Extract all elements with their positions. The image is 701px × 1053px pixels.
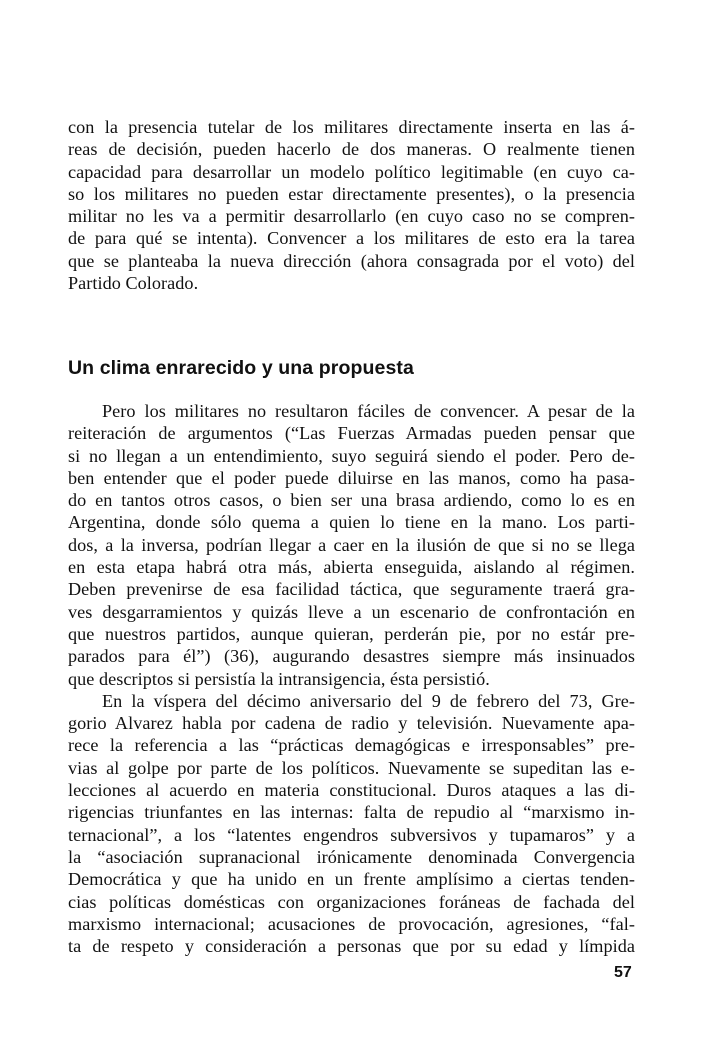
- text-line: si no llegan a un entendimiento, suyo seguirá siendo el poder. Pero de-: [68, 445, 635, 466]
- text-line: do en tantos otros casos, o bien ser una brasa ardiendo, como lo es en: [68, 490, 635, 511]
- text-line: Partido Colorado.: [68, 273, 199, 294]
- section-body: [68, 400, 635, 957]
- text-line: reas de decisión, pueden hacerlo de dos maneras. O realmente tienen: [68, 139, 635, 160]
- text-line: la “asociación supranacional irónicamente denominada Convergencia: [68, 846, 635, 867]
- text-line: Deben prevenirse de esa facilidad táctica, que seguramente traerá gra-: [68, 579, 635, 600]
- text-line: gorio Alvarez habla por cadena de radio y televisión. Nuevamente apa-: [68, 713, 635, 734]
- paragraph: [68, 690, 635, 958]
- text-line: en esta etapa habrá otra más, abierta enseguida, aislando al régimen.: [68, 557, 635, 578]
- text-line: con la presencia tutelar de los militares directamente inserta en las á-: [68, 117, 635, 137]
- text-line: ternacional”, a los “latentes engendros subversivos y tupamaros” y a: [68, 824, 635, 845]
- text-line: rece la referencia a las “prácticas demagógicas e irresponsables” pre-: [68, 735, 635, 756]
- text-line: Pero los militares no resultaron fáciles de convencer. A pesar de la: [102, 401, 635, 421]
- text-line: lecciones al acuerdo en materia constitucional. Duros ataques a las di-: [68, 780, 635, 801]
- text-line: marxismo internacional; acusaciones de provocación, agresiones, “fal-: [68, 913, 635, 934]
- text-line: de para qué se intenta). Convencer a los militares de esto era la tarea: [68, 228, 635, 249]
- text-line: que descriptos si persistía la intransigencia, ésta persistió.: [68, 668, 490, 689]
- text-line: ta de respeto y consideración a personas que por su edad y límpida: [68, 936, 635, 957]
- text-line: que se planteaba la nueva dirección (ahora consagrada por el voto) del: [68, 250, 635, 271]
- text-line: capacidad para desarrollar un modelo político legitimable (en cuyo ca-: [68, 161, 635, 182]
- text-line: vias al golpe por parte de los políticos. Nuevamente se supeditan las e-: [68, 757, 635, 778]
- text-line: Argentina, donde sólo quema a quien lo tiene en la mano. Los parti-: [68, 512, 635, 533]
- text-line: cias políticas domésticas con organizaciones foráneas de fachada del: [68, 891, 635, 912]
- text-line: parados para él”) (36), augurando desastres siempre más insinuados: [68, 646, 635, 667]
- text-line: que nuestros partidos, aunque quieran, perderán pie, por no estár pre-: [68, 623, 635, 644]
- text-line: ben entender que el poder puede diluirse en las manos, como ha pasa-: [68, 467, 635, 488]
- text-line: En la víspera del décimo aniversario del 9 de febrero del 73, Gre-: [102, 690, 635, 711]
- paragraph: [68, 400, 635, 690]
- text-line: reiteración de argumentos (“Las Fuerzas Armadas pueden pensar que: [68, 423, 635, 444]
- text-line: Democrática y que ha unido en un frente amplísimo a ciertas tenden-: [68, 869, 635, 890]
- text-line: ves desgarramientos y quizás lleve a un escenario de confrontación en: [68, 601, 635, 622]
- text-line: so los militares no pueden estar directamente presentes), o la presencia: [68, 183, 635, 204]
- section-heading: Un clima enrarecido y una propuesta: [68, 357, 414, 379]
- text-line: dos, a la inversa, podrían llegar a caer en la ilusión de que si no se llega: [68, 534, 635, 555]
- text-line: rigencias triunfantes en las internas: falta de repudio al “marxismo in-: [68, 802, 635, 823]
- paragraph-continuation: [68, 116, 635, 294]
- text-line: militar no les va a permitir desarrollarlo (en cuyo caso no se compren-: [68, 206, 635, 227]
- page-number: 57: [614, 964, 632, 981]
